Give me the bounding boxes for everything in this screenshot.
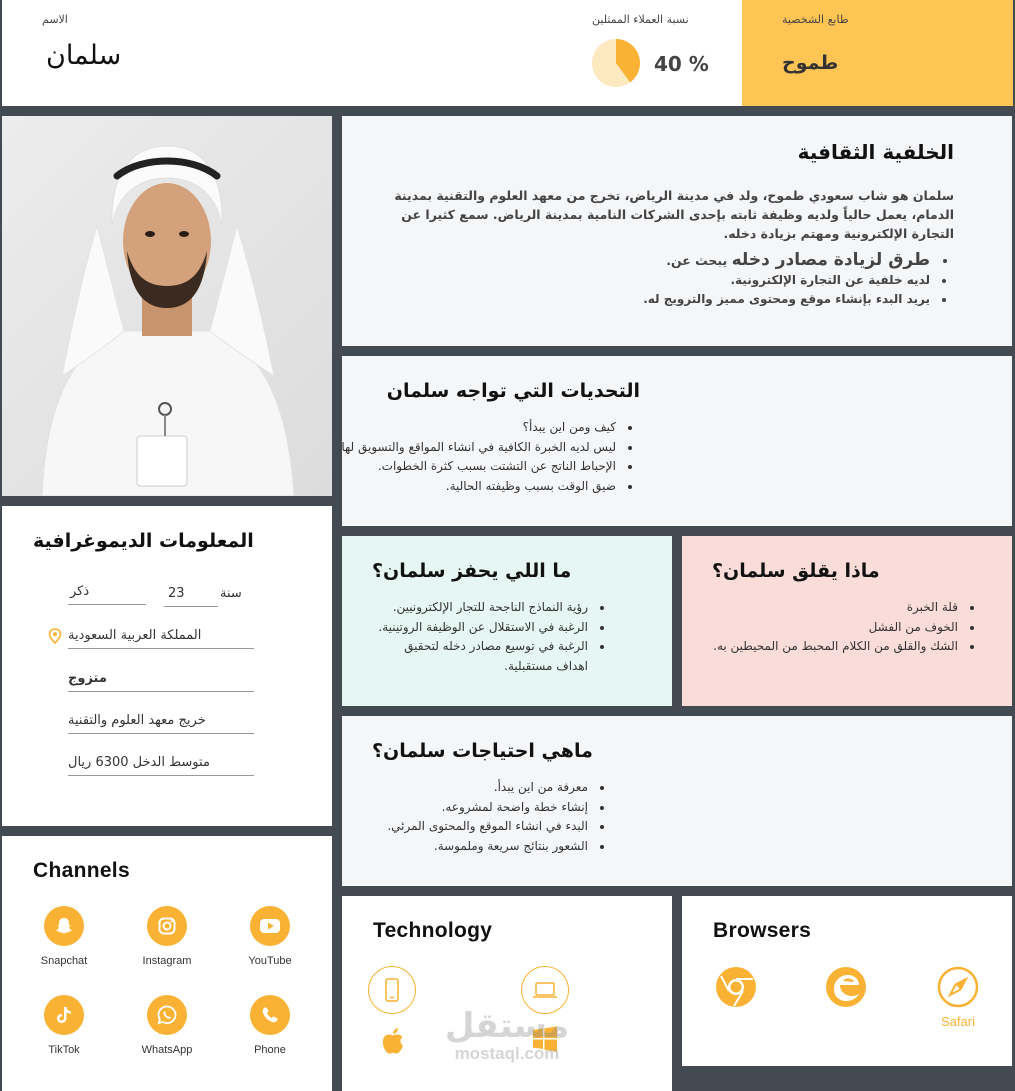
channel-label: WhatsApp [141, 1044, 193, 1056]
name-label: الاسم [42, 13, 68, 26]
customers-label: نسبة العملاء الممثلين [592, 13, 689, 26]
browsers-title: Browsers [713, 919, 812, 942]
list-item: • الإحباط الناتج عن التشتت بسبب كثرة الخطوات. [372, 457, 618, 477]
customers-pie-chart [591, 38, 641, 88]
demographics-title: المعلومات الديموغرافية [33, 530, 254, 552]
bullet-highlight: طرق لزيادة مصادر دخله [731, 250, 930, 270]
challenges-title: التحديات التي تواجه سلمان [386, 380, 640, 402]
persona-portrait-illustration [2, 116, 332, 496]
technology-section [342, 896, 672, 1091]
list-item: • الشك والقلق من الكلام المحبط من المحيطين به. [712, 637, 960, 657]
background-title: الخلفية الثقافية [797, 140, 954, 164]
snapchat-icon [44, 906, 84, 946]
tiktok-icon [44, 995, 84, 1035]
bullet-prefix: يبحث عن [671, 253, 728, 268]
needs-section [342, 716, 1012, 886]
background-paragraph: سلمان هو شاب سعودي طموح، ولد في مدينة الرياض، تخرج من معهد العلوم والتقنية بمدينة الدمام، يعمل حالياً ولديه وظيفة ثابته بإحدى الشركات النامية بمدينة الرياض. سمع كثيرا عن التجارة الإلكترونية ومهتم بزيادة دخله. [394, 188, 954, 241]
phone-icon [250, 995, 290, 1035]
watermark-arabic: مستقل [444, 1006, 570, 1046]
chrome-icon [714, 965, 758, 1009]
education-field[interactable]: خريج معهد العلوم والتقنية [68, 711, 254, 734]
list-item: • الشعور بنتائج سريعة وملموسة. [372, 837, 590, 857]
background-list [372, 251, 954, 310]
worries-list [712, 598, 982, 657]
personality-value: طموح [782, 52, 839, 74]
watermark [442, 1008, 572, 1064]
channels-section [2, 836, 332, 1091]
personality-label: طابع الشخصية [782, 13, 849, 26]
channel-label: TikTok [48, 1044, 80, 1056]
challenges-list [337, 418, 640, 496]
location-field[interactable]: المملكة العربية السعودية [68, 626, 254, 649]
channel-label: Phone [254, 1044, 286, 1056]
worries-title: ماذا يقلق سلمان؟ [712, 560, 880, 582]
list-item: • ليس لديه الخبرة الكافية في انشاء المواقع والتسويق لها. [372, 438, 618, 458]
needs-list [372, 778, 612, 856]
list-item: • يريد البدء بإنشاء موقع ومحتوى مميز والترويج له. [372, 290, 932, 310]
persona-name: سلمان [46, 40, 122, 71]
list-item: • الرغبة في الاستقلال عن الوظيفة الروتينية. [372, 618, 590, 638]
motivation-section [342, 536, 672, 706]
list-item: • معرفة من اين يبدأ. [372, 778, 590, 798]
instagram-icon [147, 906, 187, 946]
list-item: • كيف ومن اين يبدأ؟ [372, 418, 618, 438]
channel-tiktok[interactable] [24, 995, 104, 1056]
location-pin-icon [48, 628, 62, 644]
list-item: • الرغبة في توسيع مصادر دخله لتحقيق اهداف مستقبلية. [372, 637, 590, 676]
personality-panel [742, 0, 1013, 106]
mobile-icon [368, 966, 416, 1014]
age-field[interactable]: 23 [164, 584, 218, 607]
income-field[interactable]: متوسط الدخل 6300 ريال [68, 753, 254, 776]
channel-youtube[interactable] [230, 906, 310, 967]
background-section [342, 116, 1012, 346]
list-item: • قلة الخبرة [712, 598, 960, 618]
whatsapp-icon [147, 995, 187, 1035]
edge-icon [824, 965, 868, 1009]
youtube-icon [250, 906, 290, 946]
channel-phone[interactable] [230, 995, 310, 1056]
list-item: • طرق لزيادة مصادر دخله يبحث عن. [372, 251, 932, 271]
motivation-list [372, 598, 612, 676]
channel-instagram[interactable] [127, 906, 207, 967]
safari-icon [936, 965, 980, 1009]
header-bar [2, 0, 742, 106]
list-item: • إنشاء خطة واضحة لمشروعه. [372, 798, 590, 818]
channels-title: Channels [33, 859, 130, 882]
persona-photo [2, 116, 332, 496]
apple-icon [380, 1026, 406, 1056]
safari-label: Safari [941, 1014, 975, 1029]
motivation-title: ما اللي يحفز سلمان؟ [372, 560, 572, 582]
needs-title: ماهي احتياجات سلمان؟ [372, 740, 593, 762]
list-item: • لديه خلفية عن التجارة الإلكترونية. [372, 271, 932, 291]
channel-label: Instagram [142, 955, 192, 967]
list-item: • رؤية النماذج الناجحة للتجار الإلكترونيين. [372, 598, 590, 618]
age-label: سنة [220, 586, 242, 601]
technology-title: Technology [373, 919, 493, 942]
customers-value: 40 % [654, 52, 709, 76]
demographics-section [2, 506, 332, 826]
channel-whatsapp[interactable] [127, 995, 207, 1056]
marital-field[interactable]: متزوج [68, 669, 254, 692]
watermark-latin: mostaql.com [454, 1044, 560, 1063]
list-item: • الخوف من الفشل [712, 618, 960, 638]
channel-label: Snapchat [40, 955, 88, 967]
challenges-section [337, 356, 1012, 526]
channel-label: YouTube [248, 955, 292, 967]
list-item: • البدء في انشاء الموقع والمحتوى المرئي. [372, 817, 590, 837]
list-item: • ضيق الوقت بسبب وظيفته الحالية. [372, 477, 618, 497]
gender-field[interactable]: ذكر [68, 582, 146, 605]
channel-snapchat[interactable] [24, 906, 104, 967]
worries-section [682, 536, 1012, 706]
browsers-section [682, 896, 1012, 1066]
